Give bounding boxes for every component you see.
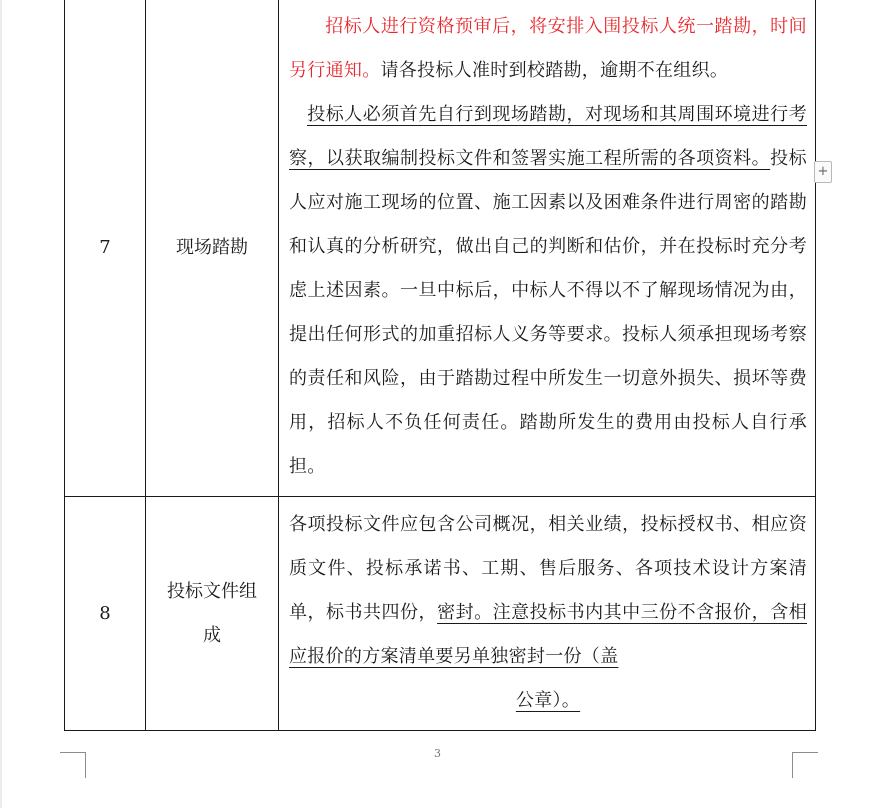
row-content-cell — [279, 0, 816, 497]
row-number: 8 — [99, 603, 111, 624]
highlighted-notice-text: 招标人进行资格预审后，将安排入围投标人统一踏勘，时间另行通知。 — [289, 16, 807, 81]
underlined-requirement-text: 投标人必须首先自行到现场踏勘，对现场和其周围环境进行考察，以获取编制投标文件和签署实施工程所需的各项资料。 — [289, 104, 807, 169]
plus-icon[interactable]: + — [814, 161, 832, 183]
requirement-text: 投标人应对施工现场的位置、施工因素以及困难条件进行周密的踏勘和认真的分析研究，做出自己的判断和估价，并在投标时充分考虑上述因素。一旦中标后，中标人不得以不了解现场情况为由，提出任何形式的加重招标人义务等要求。投标人须承担现场考察的责任和风险，由于踏勘过程中所发生一切意外损失、损坏等费用，招标人不负任何责任。踏勘所发生的费用由投标人自行承担。 — [289, 148, 807, 477]
table-row — [65, 497, 816, 731]
row-number-cell — [65, 0, 146, 497]
row-title-cell — [146, 0, 279, 497]
row-title-cell — [146, 497, 279, 731]
underlined-content-tail: 公章）。 — [515, 690, 581, 711]
row-title: 现场踏勘 — [176, 236, 248, 258]
document-table — [64, 0, 816, 731]
underlined-content-text: 密封。注意投标书内其中三份不含报价，含相应报价的方案清单要另单独密封一份（盖 — [289, 602, 807, 667]
row-number-cell — [65, 497, 146, 731]
row-content-cell — [279, 497, 816, 731]
row-number: 7 — [99, 237, 111, 258]
content-text: 各项投标文件应包含公司概况，相关业绩，投标授权书、相应资质文件、投标承诺书、工期、售后服务、各项技术设计方案清单，标书共四份， — [289, 514, 807, 623]
page-edge — [0, 0, 2, 808]
page-number: 3 — [434, 747, 441, 760]
row-content — [279, 497, 815, 730]
row-title: 投标文件组成 — [167, 580, 257, 646]
table-row — [65, 0, 816, 497]
row-content — [279, 0, 815, 496]
notice-text: 请各投标人准时到校踏勘，逾期不在组织。 — [380, 60, 729, 81]
